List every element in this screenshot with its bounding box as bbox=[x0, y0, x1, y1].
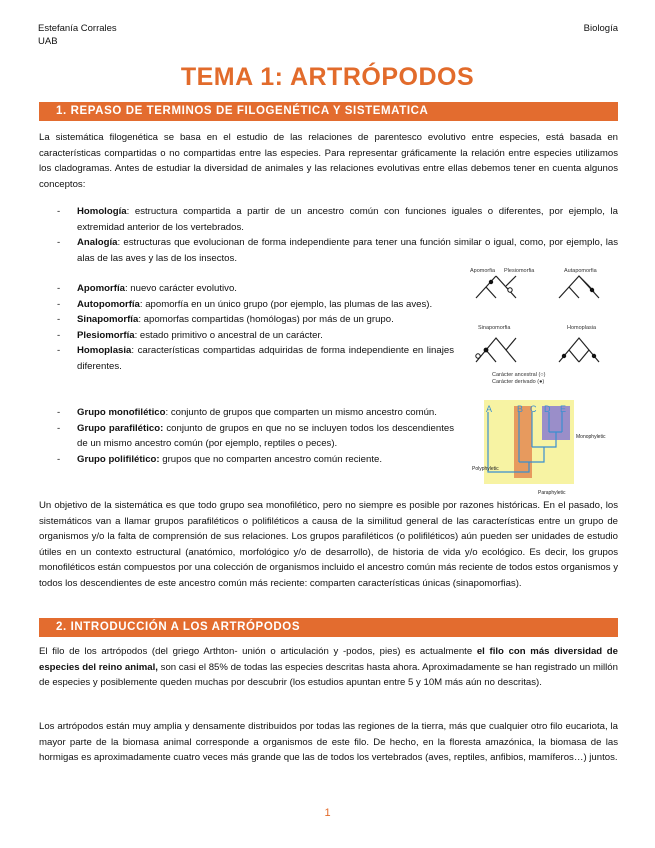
figure-label-plesiomorfia: Plesiomorfia bbox=[504, 268, 535, 274]
list-item: - Plesiomorfía: estado primitivo o ancestral de un carácter. bbox=[57, 329, 323, 341]
taxon-e: E bbox=[560, 404, 567, 414]
section-heading-2: 2. INTRODUCCIÓN A LOS ARTRÓPODOS bbox=[39, 618, 618, 637]
taxon-b: B bbox=[517, 404, 524, 414]
label-monophyletic: Monophyletic bbox=[576, 434, 606, 440]
label-paraphyletic: Paraphyletic bbox=[538, 490, 566, 496]
taxon-c: C bbox=[530, 404, 537, 414]
list-item: - Sinapomorfía: apomorfas compartidas (homólogas) por más de un grupo. bbox=[57, 314, 394, 325]
header-author: Estefanía Corrales bbox=[38, 23, 117, 34]
list-item: - Autopomorfía: apomorfía en un único grupo (por ejemplo, las plumas de las aves). bbox=[57, 298, 433, 310]
list-item: - Grupo monofilético: conjunto de grupos que comparten un mismo ancestro común. bbox=[57, 407, 437, 418]
header-institution: UAB bbox=[38, 36, 58, 47]
sinapomorfia-cladogram bbox=[476, 338, 516, 362]
section-heading-1: 1. REPASO DE TERMINOS DE FILOGENÉTICA Y SISTEMATICA bbox=[39, 102, 618, 121]
taxon-d: D bbox=[544, 404, 551, 414]
apomorfia-cladogram bbox=[476, 276, 516, 298]
list-item: - Homoplasia: características compartidas adquiridas de forma independiente en linajes diferentes. bbox=[57, 345, 454, 372]
cladogram-figure bbox=[464, 262, 624, 502]
list-item: - Grupo parafilético: conjunto de grupos en que no se incluyen todos los descendientes de un mismo ancestro común (por ejemplo, reptiles o peces). bbox=[57, 422, 454, 449]
concept-list-b bbox=[39, 281, 454, 374]
homoplasia-cladogram bbox=[559, 338, 599, 362]
figure-label-autapomorfia: Autapomorfia bbox=[564, 268, 597, 274]
distribution-paragraph: Los artrópodos están muy amplia y densamente distribuidos por todas las regiones de la tierra, más que cualquier otro filo eucariota, la mayor parte de la biomasa animal corresponde a organismos de este filo. De hecho, en la floresta amazónica, la biomasa de las hormigas es aproximadamente cuatro veces más grande que las de todos los vertebrados (aves, reptiles, anfibios, mamíferos…) juntos. bbox=[39, 721, 618, 763]
concept-list-a bbox=[39, 204, 618, 266]
page-title: TEMA 1: ARTRÓPODOS bbox=[180, 63, 475, 91]
list-item: - Grupo polifilético: grupos que no comparten ancestro común reciente. bbox=[57, 453, 382, 465]
list-item: - Analogía: estructuras que evolucionan de forma independiente para tener una función similar o igual, como, por ejemplo, las alas de las aves y las de los insectos. bbox=[57, 237, 618, 264]
legend-derived: Carácter derivado (●) bbox=[492, 379, 545, 385]
page-number: 1 bbox=[324, 807, 331, 819]
label-polyphyletic: Polyphyletic bbox=[472, 466, 499, 472]
list-item: - Homología: estructura compartida a partir de un ancestro común con funciones iguales o diferentes, por ejemplo, la extremidad anterior de los vertebrados. bbox=[57, 206, 618, 233]
intro-paragraph: La sistemática filogenética se basa en el estudio de las relaciones de parentesco evolutivo entre especies, está basada en características compartidas o no compartidas entre las especies. Para representar gráficamente la relación entre especies utilizamos los cladogramas. Antes de estudiar la diversidad de animales y las relaciones evolutivas entre ellas debemos tener en cuenta algunos conceptos: bbox=[39, 132, 618, 190]
closing-paragraph: Un objetivo de la sistemática es que todo grupo sea monofilético, pero no siempre es posible por razones históricas. En el pasado, los sistemáticos van a llamar grupos parafiléticos o polifiléticos a causa de la similitud general de las características entre un grupo de organismos y/o la falta de comprensión de sus relaciones. Los grupos parafiléticos (o polifiléticos) aún pueden ser unidades de estudio útiles en un contexto estructural (anatómico, morfológico y/o de desarrollo), de historia de vida y/o ecológico. Es decir, los grupos monofiléticos están compuestos por una colección de organismos incluido el ancestro común más reciente de todos estos organismos y todos los descendientes de este ancestro común más reciente: comparten características únicas (sinapomorfias). bbox=[39, 500, 618, 589]
concept-list-c bbox=[39, 405, 454, 467]
taxon-a: A bbox=[486, 404, 493, 414]
header-subject: Biología bbox=[583, 23, 618, 34]
legend-ancestral: Carácter ancestral (○) bbox=[492, 372, 546, 378]
figure-label-apomorfia: Apomorfia bbox=[470, 268, 496, 274]
figure-label-homoplasia: Homoplasia bbox=[567, 325, 597, 331]
figure-label-sinapomorfia: Sinapomorfia bbox=[478, 325, 511, 331]
intro-arthropods-paragraph: El filo de los artrópodos (del griego Arthton- unión o articulación y -podos, pies) es actualmente el filo con más diversidad de especies del reino animal, son casi el 85% de todas las especies descritas hasta ahora. Aproximadamente se han registrado un millón de especies y posiblemente queden muchas por descubrir (los estudios apuntan entre 5 y 10M más aún no descritas). bbox=[39, 646, 619, 688]
autapomorfia-cladogram bbox=[559, 276, 599, 298]
list-item: - Apomorfía: nuevo carácter evolutivo. bbox=[57, 283, 237, 294]
